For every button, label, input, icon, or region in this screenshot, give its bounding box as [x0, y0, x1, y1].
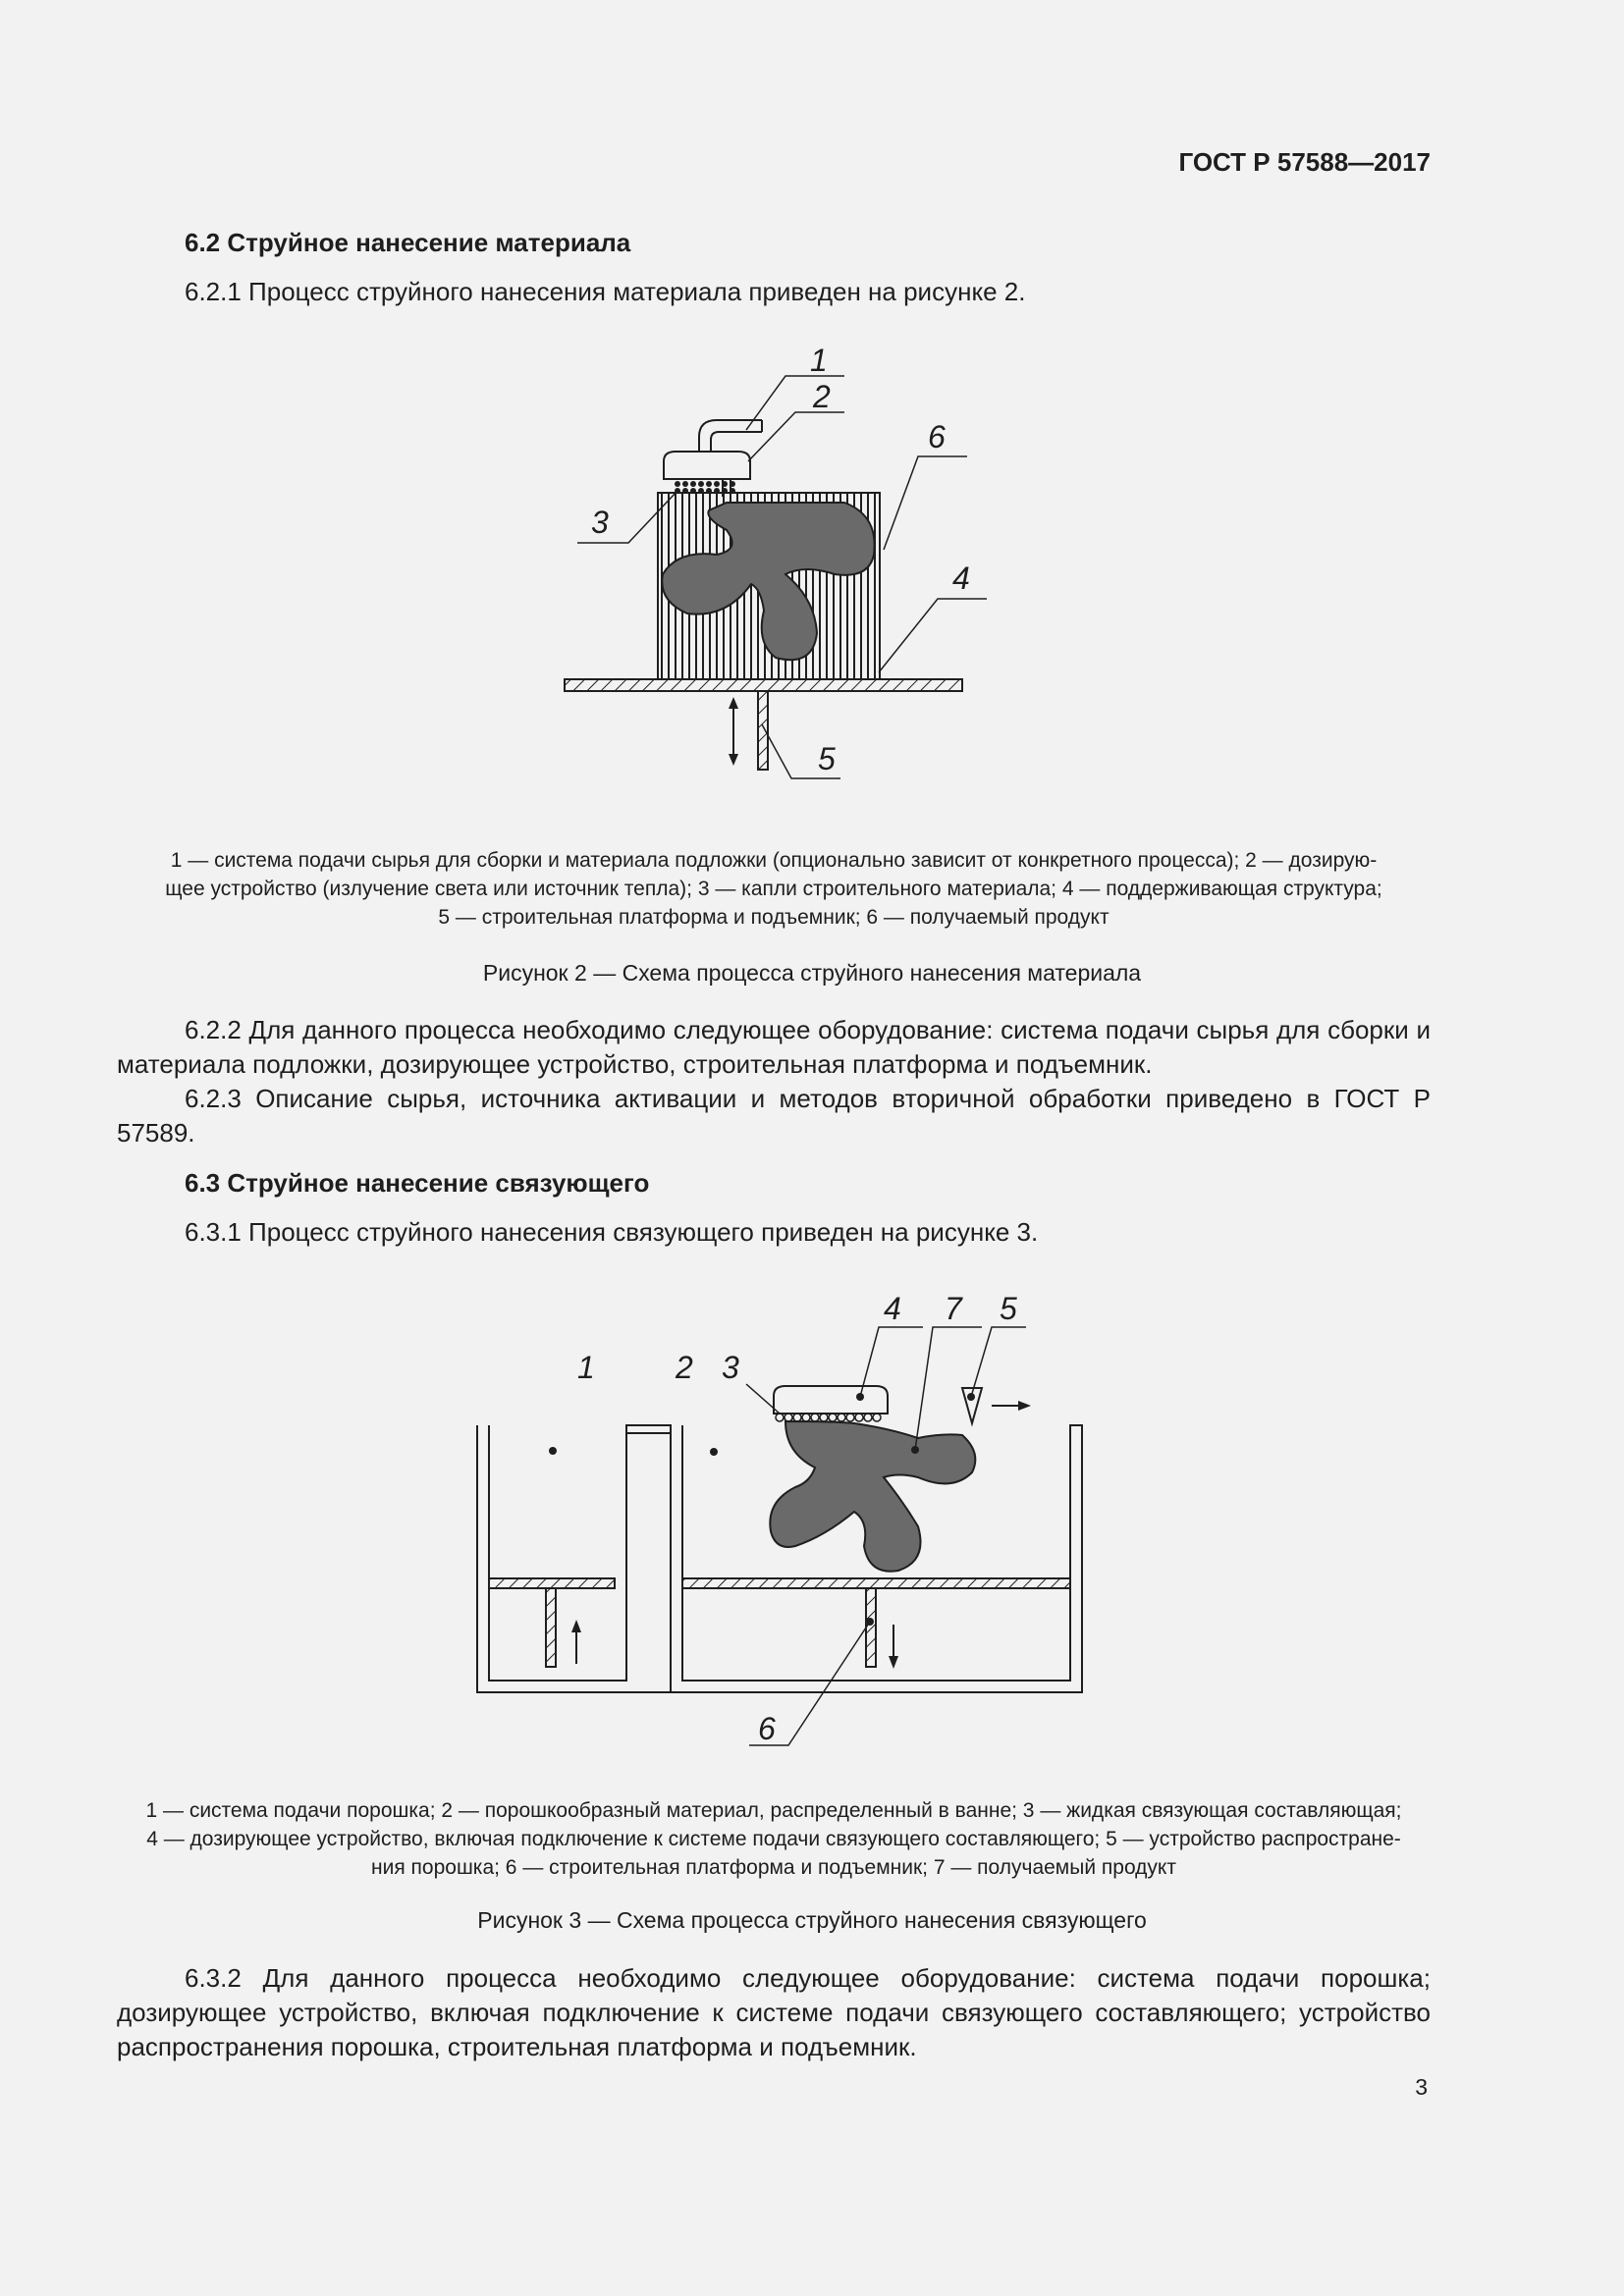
- spreader-motion-arrow: [992, 1401, 1031, 1411]
- callout-3-4: 4: [884, 1291, 901, 1326]
- callout-3-6: 6: [758, 1711, 776, 1746]
- paragraph-6-3-2: 6.3.2 Для данного процесса необходимо следующее оборудование: система подачи порошка; дозирующее устройство, включая подключение к системе подачи связующего составляющего; устройство распространения порошка, строительная платформа и подъемник.: [117, 1963, 1431, 2061]
- callout-3-2: 2: [676, 1350, 693, 1385]
- callout-3-1: 1: [577, 1350, 595, 1385]
- figure-3-caption: Рисунок 3 — Схема процесса струйного нанесения связующего: [477, 1907, 1147, 1933]
- dispensing-device-3: [774, 1386, 888, 1414]
- supply-up-arrow: [571, 1620, 581, 1664]
- figure-2-legend-line-2: щее устройство (излучение света или источник тепла); 3 — капли строительного материала; 4 — поддерживающая структура;: [165, 878, 1382, 900]
- paragraph-6-2-2: 6.2.2 Для данного процесса необходимо следующее оборудование: система подачи сырья для сборки и материала подложки, дозирующее устройство, строительная платформа и подъемник.: [117, 1015, 1431, 1079]
- build-down-arrow: [889, 1625, 898, 1669]
- figure-2-legend: [117, 846, 1431, 932]
- paragraph-6-2-1: 6.2.1 Процесс струйного нанесения материала приведен на рисунке 2.: [185, 277, 1026, 306]
- callout-4: 4: [952, 561, 970, 596]
- supply-rod: [546, 1588, 556, 1667]
- section-6-3-heading: 6.3 Струйное нанесение связующего: [185, 1168, 650, 1198]
- section-6-2-heading: 6.2 Струйное нанесение материала: [185, 228, 631, 257]
- powder-supply-tank: [477, 1425, 671, 1692]
- feed-pipe: [699, 420, 762, 452]
- figure-3-legend-line-2: 4 — дозирующее устройство, включая подключение к системе подачи связующего составляющего; 5 — устройство распростране-: [146, 1828, 1401, 1850]
- callout-3-7: 7: [945, 1291, 962, 1326]
- paragraph-6-2-3: 6.2.3 Описание сырья, источника активации и методов вторичной обработки приведено в ГОСТ Р 57589.: [117, 1084, 1431, 1148]
- dispensing-device: [664, 452, 750, 479]
- callout-3: 3: [591, 505, 609, 540]
- page-number: 3: [1415, 2074, 1428, 2100]
- callout-6: 6: [928, 419, 946, 454]
- build-rod: [866, 1588, 876, 1667]
- callout-3-3: 3: [722, 1350, 739, 1385]
- build-platform-3: [682, 1578, 1070, 1588]
- figure-3-legend: [117, 1796, 1431, 1882]
- callout-1: 1: [810, 343, 828, 378]
- figure-2-caption: Рисунок 2 — Схема процесса струйного нанесения материала: [482, 960, 1142, 986]
- vertical-motion-arrow: [729, 697, 738, 766]
- callout-5: 5: [818, 741, 836, 776]
- supply-platform: [489, 1578, 615, 1588]
- figure-3-legend-line-3: ния порошка; 6 — строительная платформа и подъемник; 7 — получаемый продукт: [371, 1856, 1176, 1879]
- figure-2-legend-line-3: 5 — строительная платформа и подъемник; 6 — получаемый продукт: [438, 906, 1110, 929]
- elevator-rod: [758, 691, 768, 770]
- paragraph-6-3-1: 6.3.1 Процесс струйного нанесения связующего приведен на рисунке 3.: [185, 1217, 1039, 1247]
- callout-3-5: 5: [1000, 1291, 1017, 1326]
- build-platform: [565, 679, 962, 691]
- callout-2: 2: [813, 379, 831, 414]
- figure-2-legend-line-1: 1 — система подачи сырья для сборки и материала подложки (опционально зависит от конкретного процесса); 2 — дозирую-: [170, 849, 1378, 872]
- figure-2-diagram: [550, 334, 992, 795]
- binder-droplets: [776, 1414, 881, 1421]
- document-code: ГОСТ Р 57588—2017: [1178, 147, 1431, 177]
- figure-3-legend-line-1: 1 — система подачи порошка; 2 — порошкообразный материал, распределенный в ванне; 3 — жидкая связующая составляющая;: [145, 1799, 1402, 1822]
- figure-3-diagram: [461, 1276, 1090, 1757]
- product-shape-3: [770, 1421, 975, 1572]
